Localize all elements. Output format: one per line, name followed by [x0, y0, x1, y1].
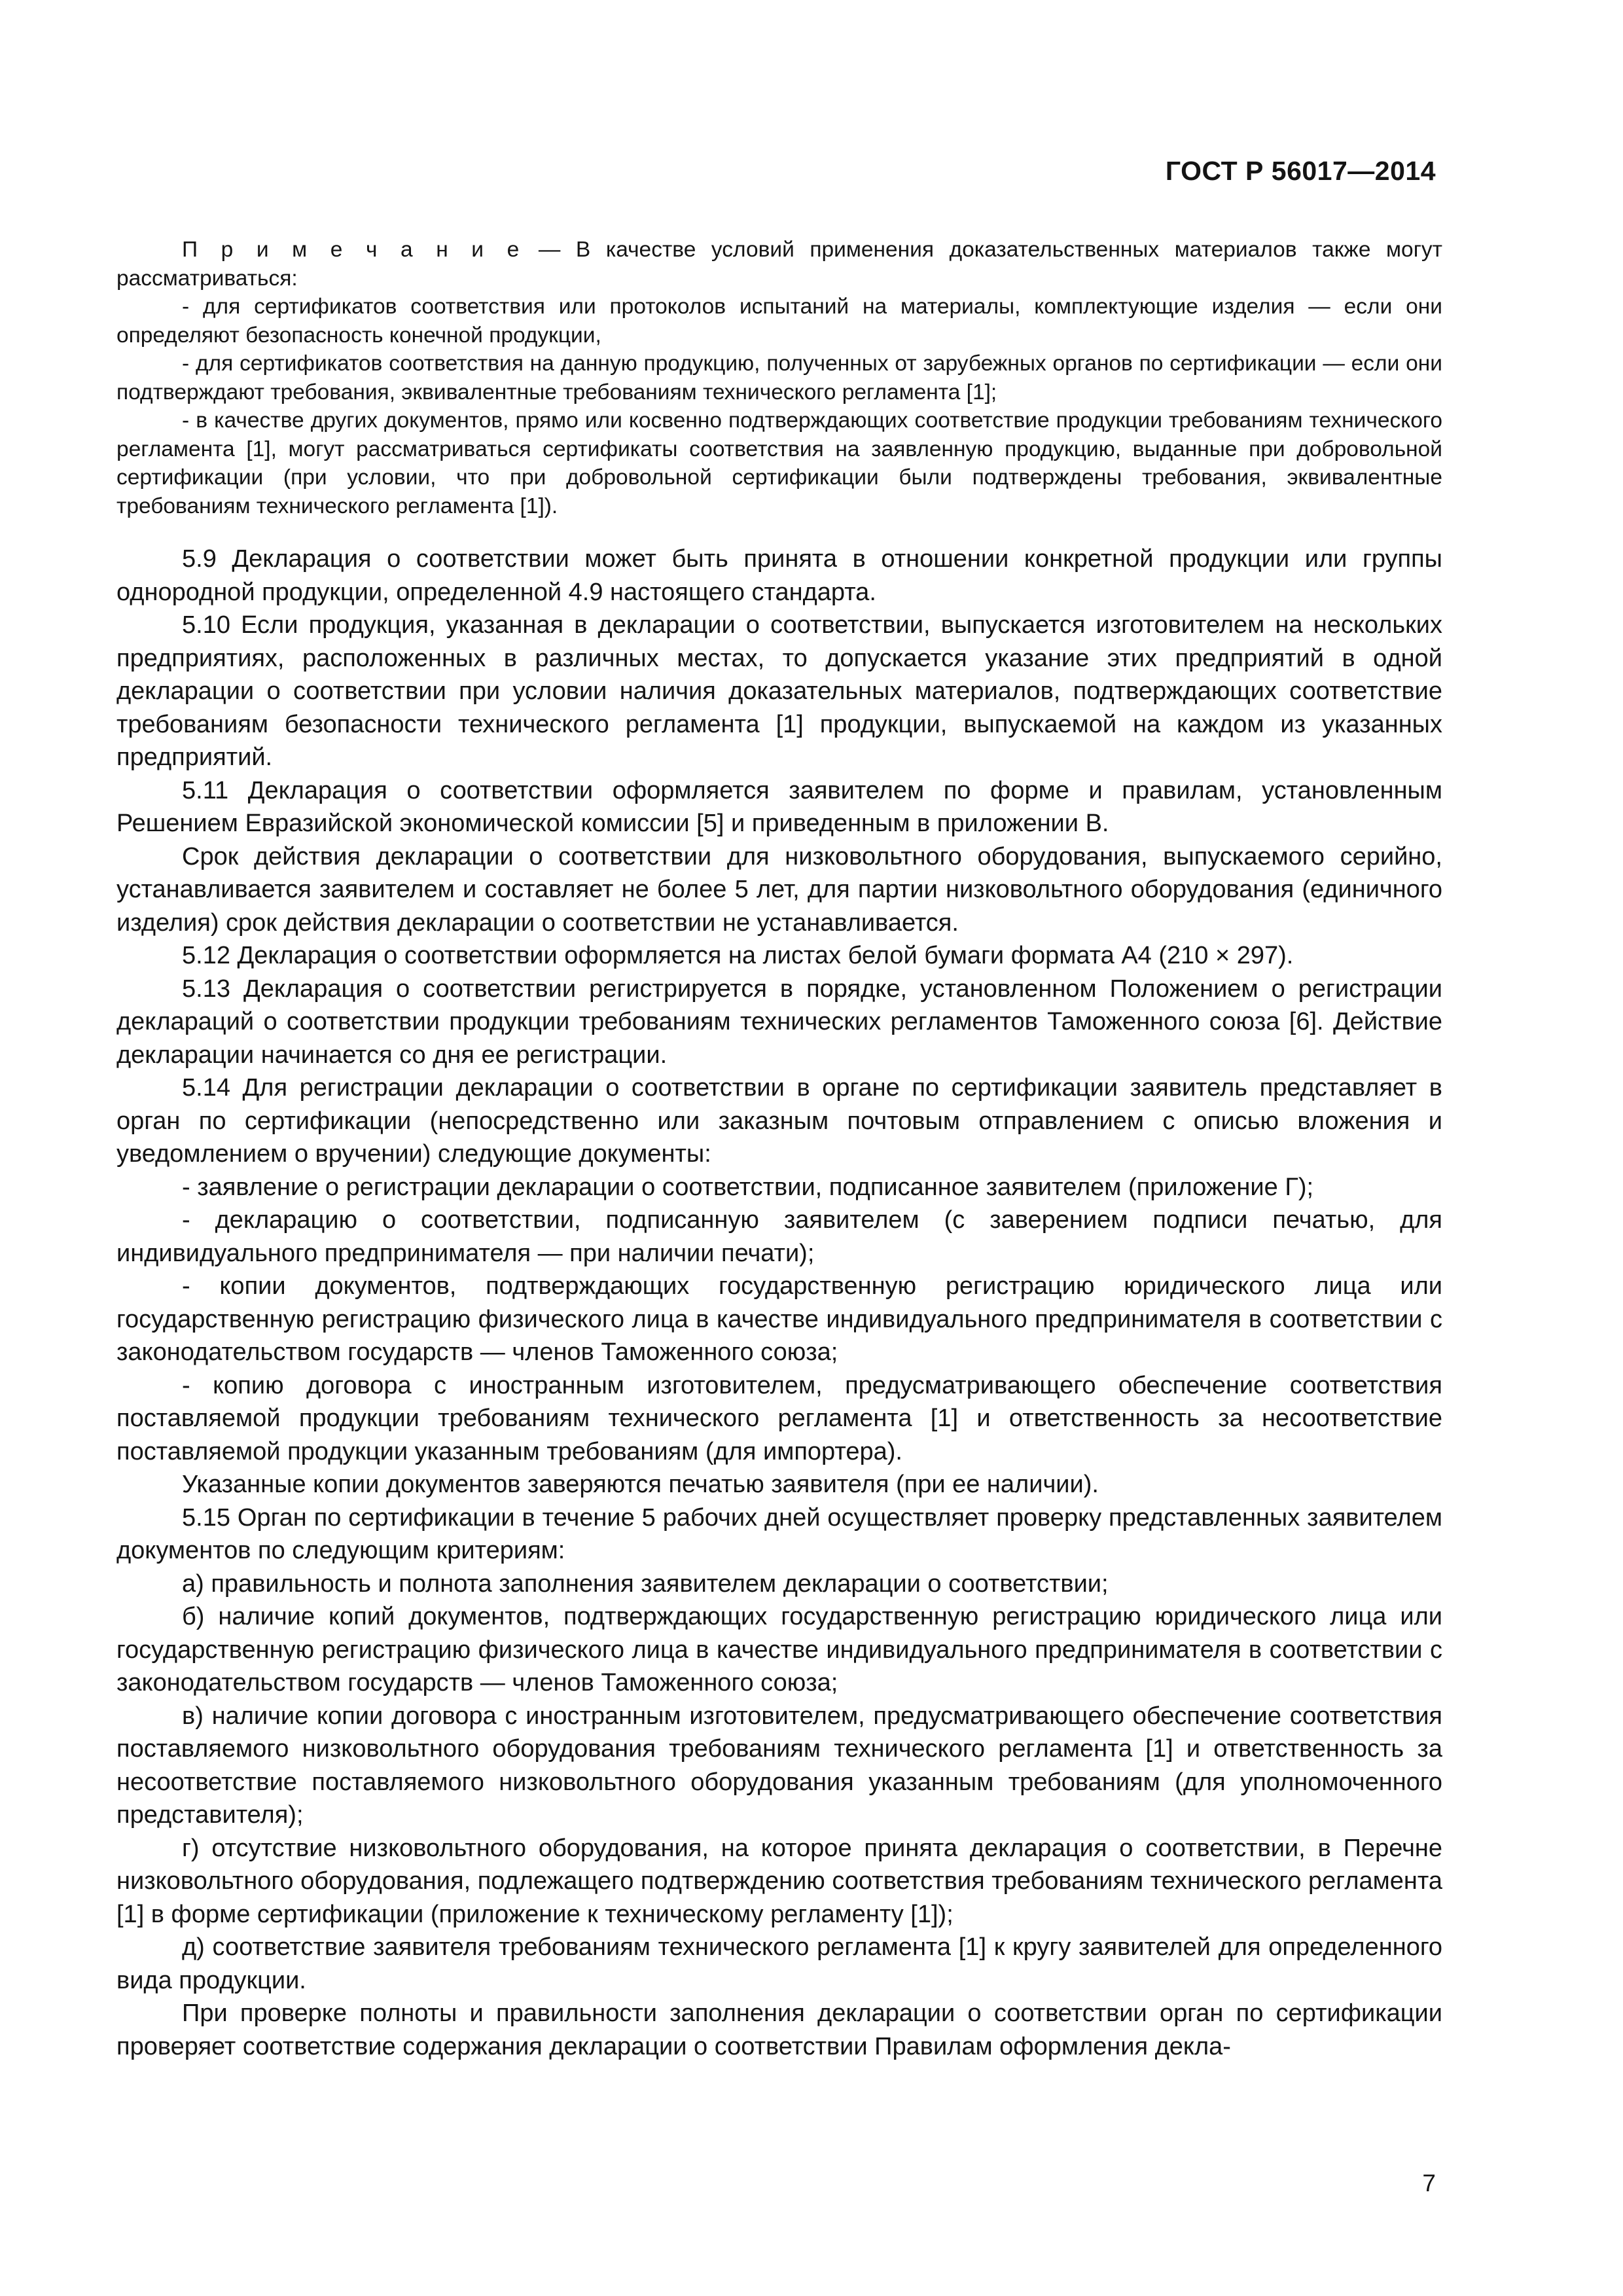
note-intro	[116, 236, 1442, 293]
page-content	[116, 236, 1442, 2063]
paragraph-5-15: 5.15 Орган по сертификации в течение 5 рабочих дней осуществляет проверку представленных заявителем документов по следующим критериям:	[116, 1503, 1442, 1564]
list-item: - копию договора с иностранным изготовителем, предусматривающего обеспечение соответствия поставляемой продукции требованиям технического регламента [1] и ответственность за несоответствие поставляемой продукции указанным требованиям (для импортера).	[116, 1371, 1442, 1465]
criterion-v: в) наличие копии договора с иностранным изготовителем, предусматривающего обеспечение соответствия поставляемого низковольтного оборудования требованиям технического регламента [1] и ответственность за несоответствие поставляемого низковольтного оборудования указанным требованиям (для уполномоченного представителя);	[116, 1702, 1442, 1829]
paragraph-validity-period: Срок действия декларации о соответствии для низковольтного оборудования, выпускаемого серийно, устанавливается заявителем и составляет не более 5 лет, для партии низковольтного оборудования (единичного изделия) срок действия декларации о соответствии не устанавливается.	[116, 842, 1442, 937]
paragraph-5-12: 5.12 Декларация о соответствии оформляется на листах белой бумаги формата А4 (210 × 297).	[182, 942, 1294, 969]
paragraph-final: При проверке полноты и правильности заполнения декларации о соответствии орган по сертификации проверяет соответствие содержания декларации о соответствии Правилам оформления декла-	[116, 2000, 1442, 2060]
paragraph-5-10: 5.10 Если продукция, указанная в декларации о соответствии, выпускается изготовителем на нескольких предприятиях, расположенных в различных местах, то допускается указание этих предприятий в одной декларации о соответствии при условии наличия доказательных материалов, подтверждающих соответствие требованиям безопасности технического регламента [1] продукции, выпускаемой на каждом из указанных предприятий.	[116, 611, 1442, 771]
note-block	[116, 236, 1442, 520]
paragraph-5-14: 5.14 Для регистрации декларации о соответствии в органе по сертификации заявитель представляет в орган по сертификации (непосредственно или заказным почтовым отправлением с описью вложения и уведомлением о вручении) следующие документы:	[116, 1074, 1442, 1168]
note-label: П р и м е ч а н и е	[182, 238, 524, 262]
list-item: - заявление о регистрации декларации о соответствии, подписанное заявителем (приложение Г);	[182, 1173, 1314, 1201]
body-text	[116, 543, 1442, 2063]
note-item: - в качестве других документов, прямо или косвенно подтверждающих соответствие продукции требованиям технического регламента [1], могут рассматриваться сертификаты соответствия на заявленную продукцию, выданные при добровольной сертификации (при условии, что при добровольной сертификации были подтверждены требования, эквивалентные требованиям технического регламента [1]).	[116, 408, 1442, 518]
paragraph-5-13: 5.13 Декларация о соответствии регистрируется в порядке, установленном Положением о регистрации деклараций о соответствии продукции требованиям технических регламентов Таможенного союза [6]. Действие декларации начинается со дня ее регистрации.	[116, 975, 1442, 1069]
note-item: - для сертификатов соответствия на данную продукцию, полученных от зарубежных органов по сертификации — если они подтверждают требования, эквивалентные требованиям технического регламента [1];	[116, 351, 1442, 404]
criterion-d: д) соответствие заявителя требованиям технического регламента [1] к кругу заявителей для определенного вида продукции.	[116, 1933, 1442, 1994]
criterion-g: г) отсутствие низковольтного оборудования, на которое принята декларация о соответствии, в Перечне низковольтного оборудования, подлежащего подтверждению соответствия требованиям технического регламента [1] в форме сертификации (приложение к техническому регламенту [1]);	[116, 1834, 1442, 1928]
criterion-a: а) правильность и полнота заполнения заявителем декларации о соответствии;	[182, 1570, 1109, 1598]
paragraph-5-11: 5.11 Декларация о соответствии оформляется заявителем по форме и правилам, установленным Решением Евразийской экономической комиссии [5] и приведенным в приложении В.	[116, 776, 1442, 837]
page-number: 7	[1422, 2170, 1436, 2197]
list-item: - копии документов, подтверждающих государственную регистрацию юридического лица или государственную регистрацию физического лица в качестве индивидуального предпринимателя в соответствии с законодательством государств — членов Таможенного союза;	[116, 1272, 1442, 1366]
note-intro-text: — В качестве условий применения доказательственных материалов также могут рассматриваться:	[116, 238, 1443, 291]
list-item: - декларацию о соответствии, подписанную заявителем (с заверением подписи печатью, для индивидуального предпринимателя — при наличии печати);	[116, 1206, 1442, 1267]
criterion-b: б) наличие копий документов, подтверждающих государственную регистрацию юридического лица или государственную регистрацию физического лица в качестве индивидуального предпринимателя в соответствии с законодательством государств — членов Таможенного союза;	[116, 1603, 1442, 1696]
paragraph-copies-certification: Указанные копии документов заверяются печатью заявителя (при ее наличии).	[182, 1471, 1099, 1498]
standard-header: ГОСТ Р 56017—2014	[1165, 156, 1436, 186]
paragraph-5-9: 5.9 Декларация о соответствии может быть принята в отношении конкретной продукции или группы однородной продукции, определенной 4.9 настоящего стандарта.	[116, 545, 1442, 606]
note-item: - для сертификатов соответствия или протоколов испытаний на материалы, комплектующие изделия — если они определяют безопасность конечной продукции,	[116, 295, 1442, 348]
